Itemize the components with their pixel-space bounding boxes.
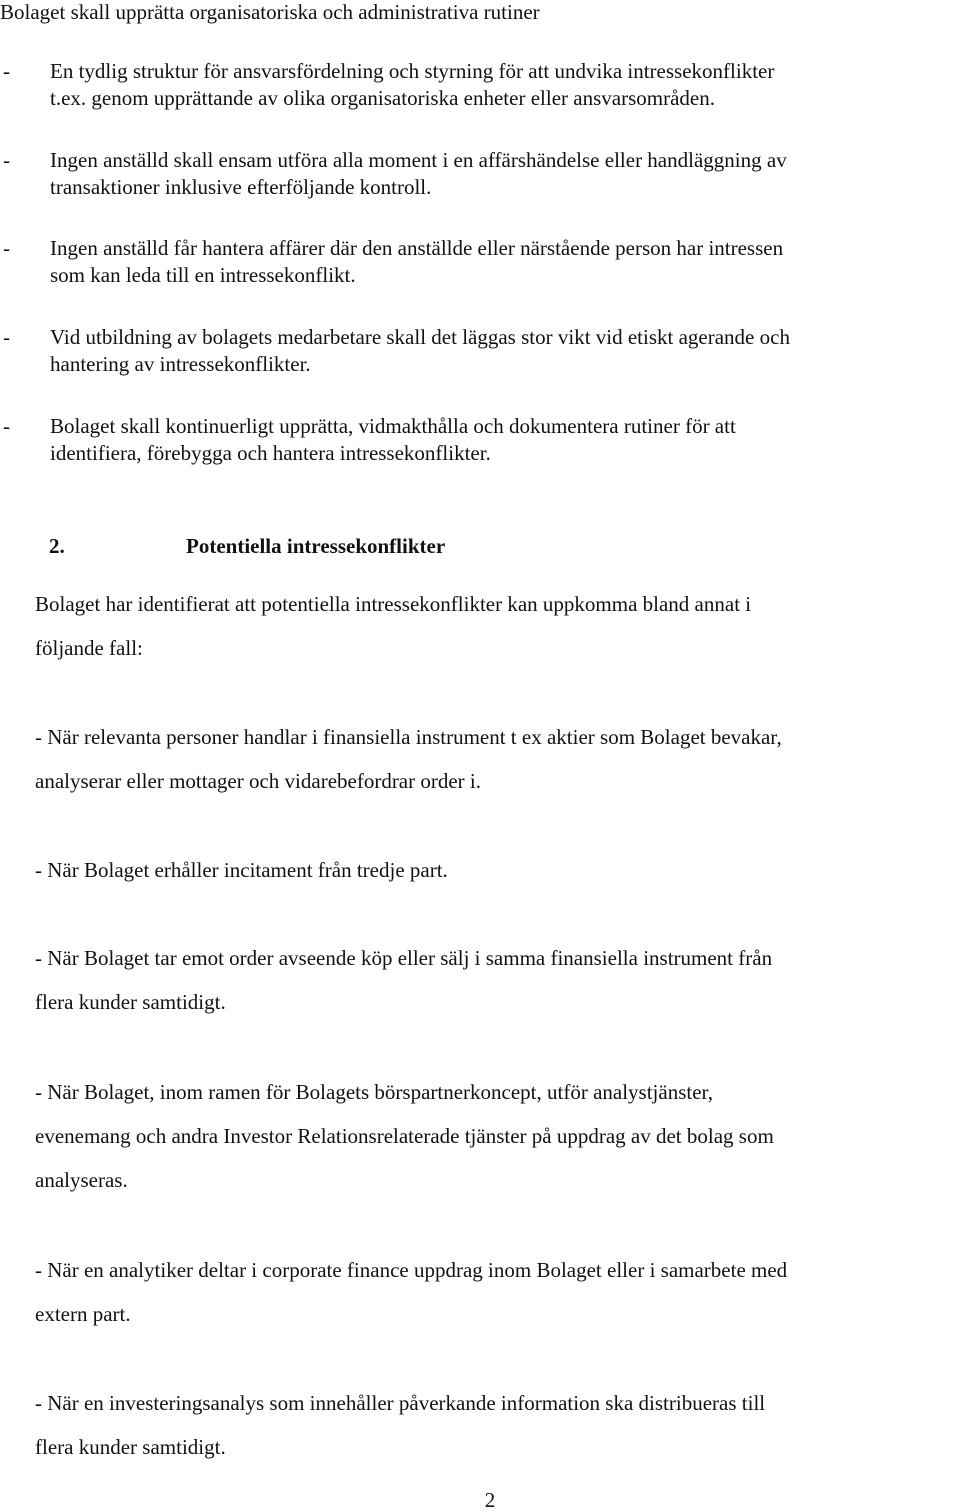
text-line: transaktioner inklusive efterföljande kontroll.: [50, 175, 432, 199]
text-line: - När Bolaget erhåller incitament från tredje part.: [35, 858, 448, 882]
bullet-text: [50, 324, 955, 378]
text-line: flera kunder samtidigt.: [35, 990, 226, 1014]
bullet-text: [50, 235, 955, 289]
bullet-text: [50, 58, 955, 112]
paragraph: [35, 1070, 960, 1202]
text-line: som kan leda till en intressekonflikt.: [50, 263, 356, 287]
text-line: Vid utbildning av bolagets medarbetare skall det läggas stor vikt vid etiskt agerande och: [50, 325, 790, 349]
text-line: analyserar eller mottager och vidarebefordrar order i.: [35, 769, 482, 793]
bullet-dash: -: [3, 148, 10, 172]
paragraph: [35, 715, 960, 803]
text-line: evenemang och andra Investor Relationsrelaterade tjänster på uppdrag av det bolag som: [35, 1124, 774, 1148]
paragraph: [35, 582, 960, 670]
section-number: 2.: [49, 534, 65, 558]
text-line: analyseras.: [35, 1168, 128, 1192]
text-line: - När relevanta personer handlar i finansiella instrument t ex aktier som Bolaget bevakar,: [35, 725, 782, 749]
page-number: 2: [484, 1488, 496, 1512]
text-line: Bolaget skall kontinuerligt upprätta, vidmakthålla och dokumentera rutiner för att: [50, 414, 736, 438]
text-line: extern part.: [35, 1302, 131, 1326]
paragraph: [35, 936, 960, 1024]
text-line: Ingen anställd får hantera affärer där den anställde eller närstående person har intressen: [50, 236, 784, 260]
text-line: - När en investeringsanalys som innehåller påverkande information ska distribueras till: [35, 1391, 766, 1415]
text-line: En tydlig struktur för ansvarsfördelning och styrning för att undvika intressekonflikter: [50, 59, 775, 83]
paragraph: [35, 1248, 960, 1336]
text-line: flera kunder samtidigt.: [35, 1435, 226, 1459]
paragraph: [35, 1381, 960, 1469]
text-line: t.ex. genom upprättande av olika organisatoriska enheter eller ansvarsområden.: [50, 86, 715, 110]
bullet-text: [50, 413, 955, 467]
bullet-dash: -: [3, 325, 10, 349]
text-line: - När Bolaget, inom ramen för Bolagets börspartnerkoncept, utför analystjänster,: [35, 1080, 713, 1104]
paragraph: [35, 848, 960, 892]
bullet-text: [50, 147, 955, 201]
section-title: Potentiella intressekonflikter: [186, 534, 446, 558]
text-line: - När en analytiker deltar i corporate finance uppdrag inom Bolaget eller i samarbete med: [35, 1258, 788, 1282]
bullet-dash: -: [3, 59, 10, 83]
text-line: - När Bolaget tar emot order avseende köp eller sälj i samma finansiella instrument från: [35, 946, 773, 970]
bullet-dash: -: [3, 414, 10, 438]
text-line: identifiera, förebygga och hantera intressekonflikter.: [50, 441, 491, 465]
text-line: hantering av intressekonflikter.: [50, 352, 311, 376]
text-line: Ingen anställd skall ensam utföra alla moment i en affärshändelse eller handläggning av: [50, 148, 787, 172]
intro-heading: Bolaget skall upprätta organisatoriska och administrativa rutiner: [0, 0, 540, 24]
text-line: Bolaget har identifierat att potentiella intressekonflikter kan uppkomma bland annat i: [35, 592, 752, 616]
text-line: följande fall:: [35, 636, 143, 660]
bullet-dash: -: [3, 236, 10, 260]
